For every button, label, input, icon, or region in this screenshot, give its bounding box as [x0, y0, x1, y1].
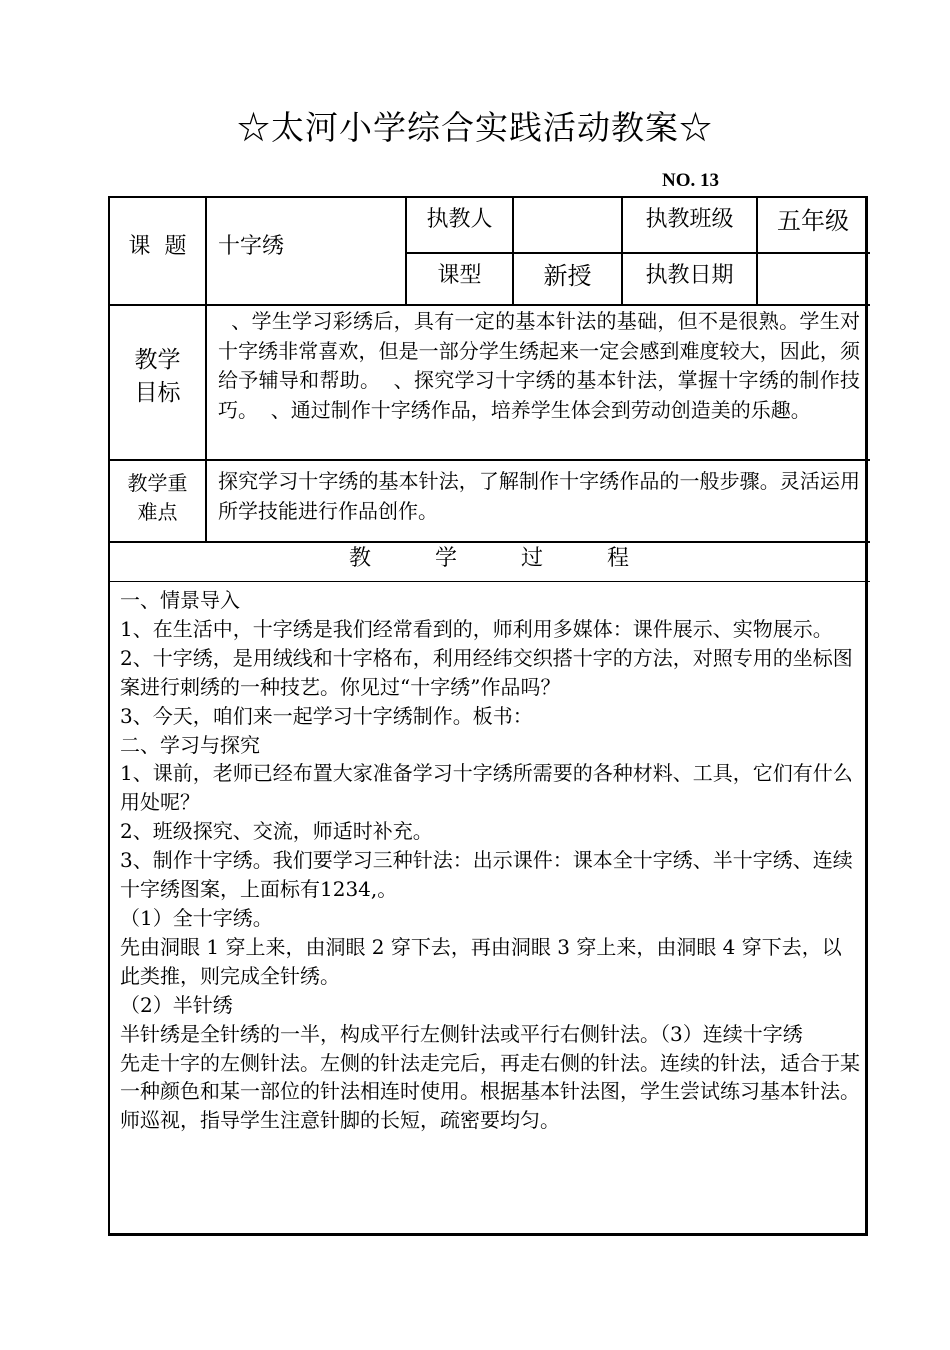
- process-line: 1、课前，老师已经布置大家准备学习十字绣所需要的各种材料、工具，它们有什么用处呢？: [120, 761, 853, 815]
- type-label: 课型: [437, 263, 482, 288]
- objectives-text: 、学生学习彩绣后，具有一定的基本针法的基础，但不是很熟。学生对十字绣非常喜欢，但是一部分学生绣起来一定会感到难度较大，因此，须给予辅导和帮助。 、探究学习十字绣的基本针法，掌握十字绣的制作技巧。 、通过制作十字绣作品，培养学生体会到劳动创造美的乐趣。: [218, 309, 860, 422]
- process-line: （1）全十字绣。: [120, 905, 273, 930]
- table-rule: [108, 581, 870, 582]
- process-heading: 教学过程: [348, 546, 693, 571]
- process-line: 2、班级探究、交流，师适时补充。: [120, 819, 433, 844]
- process-body: [120, 586, 860, 1135]
- process-line: 先由洞眼 1 穿上来，由洞眼 2 穿下去，再由洞眼 3 穿上来，由洞眼 4 穿下去，以此类推，则完成全针绣。: [120, 934, 842, 988]
- page-title: ☆太河小学综合实践活动教案☆: [237, 108, 713, 147]
- class-value: 五年级: [777, 207, 849, 235]
- process-line: 1、在生活中，十字绣是我们经常看到的，师利用多媒体：课件展示、实物展示。: [120, 616, 833, 641]
- date-label: 执教日期: [645, 263, 734, 288]
- process-line: 3、今天，咱们来一起学习十字绣制作。板书：: [120, 703, 533, 728]
- key-points-text: 探究学习十字绣的基本针法，了解制作十字绣作品的一般步骤。灵活运用所学技能进行作品创作。: [218, 469, 860, 523]
- objectives-label-line1: 教学: [134, 347, 181, 373]
- key-points-label-line2: 难点: [137, 500, 178, 524]
- process-line: 一、情景导入: [120, 588, 240, 612]
- type-value: 新授: [543, 262, 592, 290]
- process-line: 2、十字绣，是用绒线和十字格布，利用经纬交织搭十字的方法，对照专用的坐标图案进行刺绣的一种技艺。你见过“十字绣”作品吗？: [120, 645, 853, 699]
- table-rule: [205, 196, 207, 542]
- objectives-label-line2: 目标: [134, 380, 181, 406]
- teacher-label: 执教人: [426, 207, 493, 232]
- table-rule: [108, 459, 870, 461]
- process-line: 先走十字的左侧针法。左侧的针法走完后，再走右侧的针法。连续的针法，适合于某一种颜色和某一部位的针法相连时使用。根据基本针法图，学生尝试练习基本针法。师巡视，指导学生注意针脚的长短，疏密要均匀。: [120, 1050, 860, 1133]
- class-label: 执教班级: [645, 207, 734, 232]
- key-points-label-line1: 教学重: [127, 471, 188, 495]
- process-line: 3、制作十字绣。我们要学习三种针法：出示课件：课本全十字绣、半十字绣、连续十字绣图案，上面标有1234,。: [120, 848, 853, 902]
- subject-value: 十字绣: [218, 234, 285, 259]
- document-number: NO. 13: [662, 170, 719, 191]
- subject-label: 课 题: [128, 234, 187, 259]
- table-rule: [407, 252, 870, 254]
- process-line: 半针绣是全针绣的一半，构成平行左侧针法或平行右侧针法。（3）连续十字绣: [120, 1021, 803, 1046]
- process-line: 二、学习与探究: [120, 732, 260, 757]
- process-line: （2）半针绣: [120, 992, 233, 1017]
